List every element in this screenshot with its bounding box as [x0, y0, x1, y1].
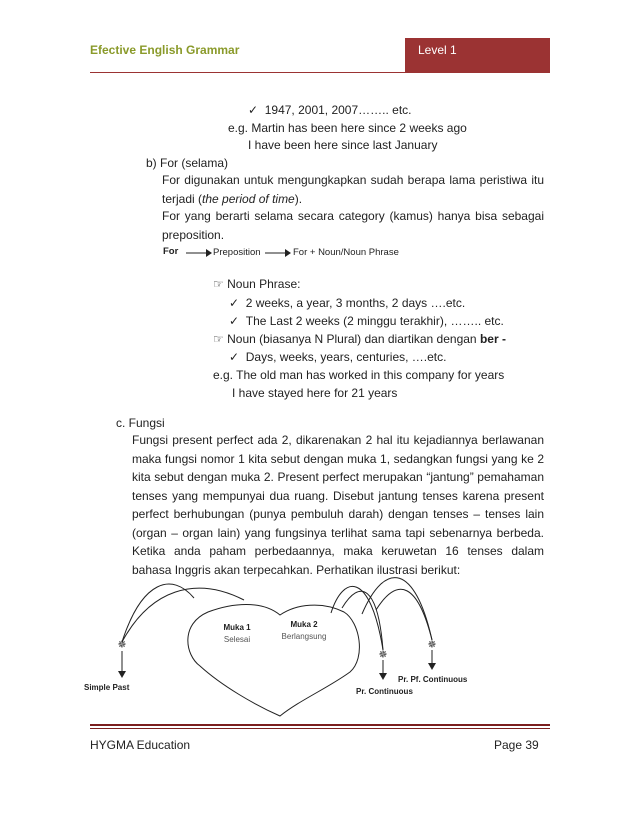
- noun-phrase-heading: ☞ Noun Phrase:: [213, 277, 301, 291]
- muka1-title: Muka 1: [223, 623, 251, 632]
- starburst-icon: ✵: [427, 639, 437, 651]
- flow-for-label: For: [163, 246, 179, 257]
- muka1-subtitle: Selesai: [223, 635, 251, 644]
- vessel-arc: [122, 584, 194, 642]
- list-item: ✓ Days, weeks, years, centuries, ….etc.: [229, 350, 447, 364]
- example-january: I have been here since last January: [248, 138, 438, 152]
- example-21years: I have stayed here for 21 years: [232, 386, 398, 400]
- vessel-arc: [331, 586, 383, 650]
- starburst-icon: ✵: [117, 639, 127, 651]
- starburst-icon: ✵: [378, 649, 388, 661]
- footer-divider: [90, 724, 550, 726]
- label-simple-past: Simple Past: [84, 683, 130, 692]
- noun-plural-heading: ☞ Noun (biasanya N Plural) dan diartikan dengan ber -: [213, 332, 506, 346]
- list-item: ✓ The Last 2 weeks (2 minggu terakhir), …….. etc.: [229, 314, 504, 328]
- section-b-paragraph-2: For yang berarti selama secara category (kamus) hanya bisa sebagai preposition.: [162, 209, 544, 242]
- footer-left: HYGMA Education: [90, 738, 191, 752]
- pointing-hand-icon: ☞: [213, 277, 224, 291]
- check-icon: ✓: [248, 103, 259, 117]
- example-martin: e.g. Martin has been here since 2 weeks ago: [228, 121, 467, 135]
- section-b-paragraph-1: For digunakan untuk mengungkapkan sudah berapa lama peristiwa itu terjadi (the period of time).: [162, 173, 544, 206]
- check-icon: ✓: [229, 314, 240, 328]
- vessel-arc: [122, 588, 244, 642]
- label-pr-continuous: Pr. Continuous: [356, 687, 413, 696]
- muka2-title: Muka 2: [290, 620, 318, 629]
- footer-divider: [90, 728, 550, 729]
- example-oldman: e.g. The old man has worked in this company for years: [213, 368, 505, 382]
- list-item: ✓ 2 weeks, a year, 3 months, 2 days ….etc.: [229, 296, 466, 310]
- heart-outline: [188, 605, 360, 717]
- pointing-hand-icon: ☞: [213, 332, 224, 346]
- section-c-heading: c. Fungsi: [116, 416, 165, 430]
- header-level: Level 1: [418, 43, 457, 57]
- section-b-heading: b) For (selama): [146, 156, 229, 170]
- label-pr-pf-continuous: Pr. Pf. Continuous: [398, 675, 468, 684]
- list-item-years: ✓ 1947, 2001, 2007…….. etc.: [248, 103, 412, 117]
- flow-result-label: For + Noun/Noun Phrase: [293, 247, 399, 258]
- check-icon: ✓: [229, 350, 240, 364]
- page-number: Page 39: [494, 738, 539, 752]
- check-icon: ✓: [229, 296, 240, 310]
- vessel-arc: [376, 589, 432, 640]
- flow-preposition-label: Preposition: [213, 247, 261, 258]
- section-c-paragraph: Fungsi present perfect ada 2, dikarenakan 2 hal itu kejadiannya berlawanan maka fungsi nomor 1 kita sebut dengan muka 1, sedangkan fungsi yang ke 2 kita sebut dengan muka 2. Present perfect merupakan “jantung” pemahaman tenses yang mempunyai dua ruang. Disebut jantung tenses karena present perfect berhubungan (punya pembuluh darah) dengan tenses – tenses lain (organ – organ lain) yang fungsinya terlihat sama tapi sebenarnya berbeda. Ketika anda paham perbedaannya, maka keruwetan 16 tenses dalam bahasa Inggris akan terpecahkan. Perhatikan ilustrasi berikut:: [132, 433, 544, 577]
- muka2-subtitle: Berlangsung: [281, 632, 327, 641]
- header-title: Efective English Grammar: [90, 43, 240, 57]
